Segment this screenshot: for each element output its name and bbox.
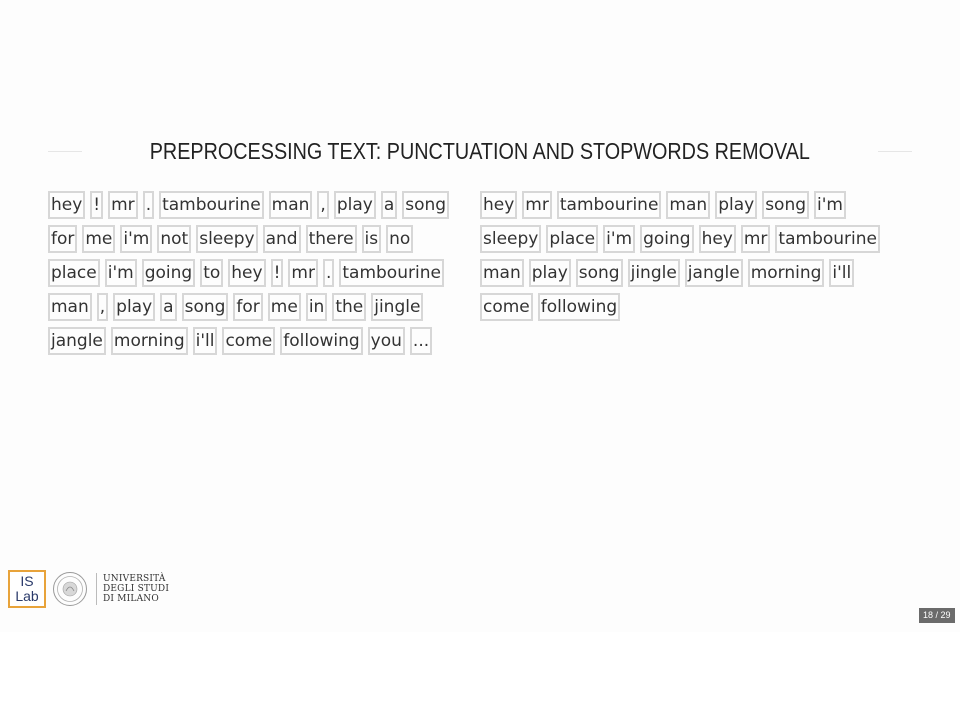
word-token: tambourine <box>339 259 444 287</box>
word-token: man <box>666 191 710 219</box>
word-token: song <box>762 191 809 219</box>
word-token: hey <box>480 191 517 219</box>
word-token: jingle <box>371 293 423 321</box>
islab-logo-is: IS <box>20 573 34 589</box>
word-token: i'm <box>105 259 137 287</box>
title-rule-right <box>878 151 912 152</box>
word-token: come <box>480 293 533 321</box>
word-token: me <box>82 225 115 253</box>
word-token: for <box>233 293 262 321</box>
word-token: play <box>334 191 376 219</box>
word-token: ! <box>271 259 284 287</box>
word-token: me <box>268 293 301 321</box>
word-token: to <box>200 259 223 287</box>
word-token: sleepy <box>480 225 541 253</box>
word-token: no <box>386 225 413 253</box>
word-token: a <box>160 293 176 321</box>
word-token: play <box>529 259 571 287</box>
word-token: play <box>715 191 757 219</box>
word-token: man <box>480 259 524 287</box>
university-seal-icon <box>52 571 88 607</box>
islab-logo <box>8 570 46 608</box>
word-token: ! <box>90 191 103 219</box>
word-token: tambourine <box>159 191 264 219</box>
word-token: come <box>222 327 275 355</box>
word-token: you <box>368 327 405 355</box>
word-token: mr <box>288 259 318 287</box>
word-token: i'm <box>814 191 846 219</box>
word-token: mr <box>108 191 138 219</box>
word-token: going <box>142 259 195 287</box>
word-token: play <box>113 293 155 321</box>
logo-separator <box>96 573 97 605</box>
word-token: morning <box>748 259 825 287</box>
word-token: jangle <box>685 259 743 287</box>
word-token: sleepy <box>196 225 257 253</box>
word-token: the <box>332 293 366 321</box>
word-token: mr <box>522 191 552 219</box>
word-token: i'm <box>603 225 635 253</box>
word-token: in <box>306 293 328 321</box>
word-token: i'll <box>829 259 854 287</box>
word-token: going <box>640 225 693 253</box>
word-token: tambourine <box>775 225 880 253</box>
word-token: there <box>306 225 357 253</box>
word-token: hey <box>48 191 85 219</box>
word-token: song <box>182 293 229 321</box>
page-number-badge: 18 / 29 <box>919 608 955 623</box>
word-token: . <box>143 191 154 219</box>
word-token: hey <box>228 259 265 287</box>
word-token: , <box>97 293 108 321</box>
slide-title: PREPROCESSING TEXT: PUNCTUATION AND STOPWORDS REMOVAL <box>149 137 811 164</box>
original-tokens-column <box>48 191 473 361</box>
word-token: , <box>317 191 328 219</box>
footer-logos <box>8 569 169 609</box>
islab-logo-lab: Lab <box>15 588 39 604</box>
word-token: tambourine <box>557 191 662 219</box>
word-token: ... <box>410 327 432 355</box>
title-rule-left <box>48 151 82 152</box>
word-token: following <box>538 293 620 321</box>
word-token: not <box>157 225 191 253</box>
word-token: i'm <box>120 225 152 253</box>
filtered-tokens-column <box>480 191 900 327</box>
word-token: man <box>269 191 313 219</box>
word-token: song <box>402 191 449 219</box>
word-token: and <box>263 225 301 253</box>
word-token: mr <box>741 225 771 253</box>
university-name <box>103 574 169 604</box>
university-name-line3: DI MILANO <box>103 594 159 604</box>
word-token: for <box>48 225 77 253</box>
word-token: jingle <box>628 259 680 287</box>
word-token: a <box>381 191 397 219</box>
word-token: morning <box>111 327 188 355</box>
word-token: place <box>48 259 100 287</box>
word-token: place <box>546 225 598 253</box>
word-token: i'll <box>193 327 218 355</box>
word-token: man <box>48 293 92 321</box>
word-token: is <box>362 225 382 253</box>
university-name-line2: DEGLI STUDI <box>103 584 170 594</box>
word-token: song <box>576 259 623 287</box>
university-name-line1: UNIVERSITÀ <box>103 574 166 584</box>
word-token: hey <box>699 225 736 253</box>
word-token: . <box>323 259 334 287</box>
word-token: jangle <box>48 327 106 355</box>
title-row <box>48 136 912 166</box>
word-token: following <box>280 327 362 355</box>
